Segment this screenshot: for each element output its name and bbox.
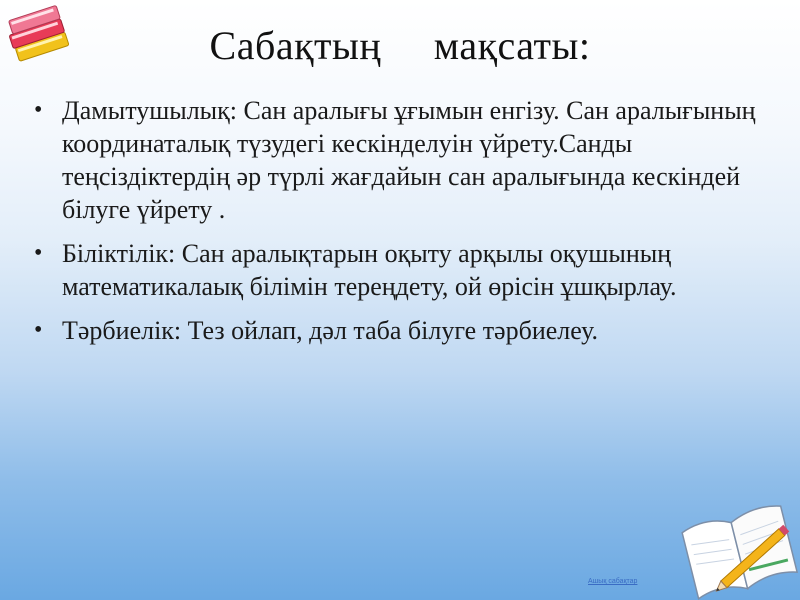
bullet-marker: • (34, 97, 43, 123)
slide-title: Сабақтың мақсаты: (209, 23, 591, 68)
bullet-marker: • (34, 317, 43, 343)
objective-text: Тәрбиелік: Тез ойлап, дәл таба білуге тәрбиелеу. (62, 316, 599, 345)
objective-item-skills (30, 237, 770, 303)
bullet-marker: • (34, 240, 43, 266)
objectives-list (30, 94, 770, 358)
objective-item-developmental (30, 94, 770, 226)
objective-text: Біліктілік: Сан аралықтарын оқыту арқылы оқушының математикалаық білімін тереңдету, ой өрісін ұшқырлау. (62, 239, 677, 301)
objective-item-educational (30, 314, 770, 347)
notebook-pencil-icon (672, 482, 800, 600)
objective-text: Дамытушылық: Сан аралығы ұғымын енгізу. Сан аралығының координаталық түзудегі кескінделуін үйрету.Санды теңсіздіктердің әр түрлі жағдайын сан аралығында кескіндей білуге үйрету . (62, 96, 756, 224)
footer-link[interactable]: Ашық сабақтар (588, 578, 638, 585)
